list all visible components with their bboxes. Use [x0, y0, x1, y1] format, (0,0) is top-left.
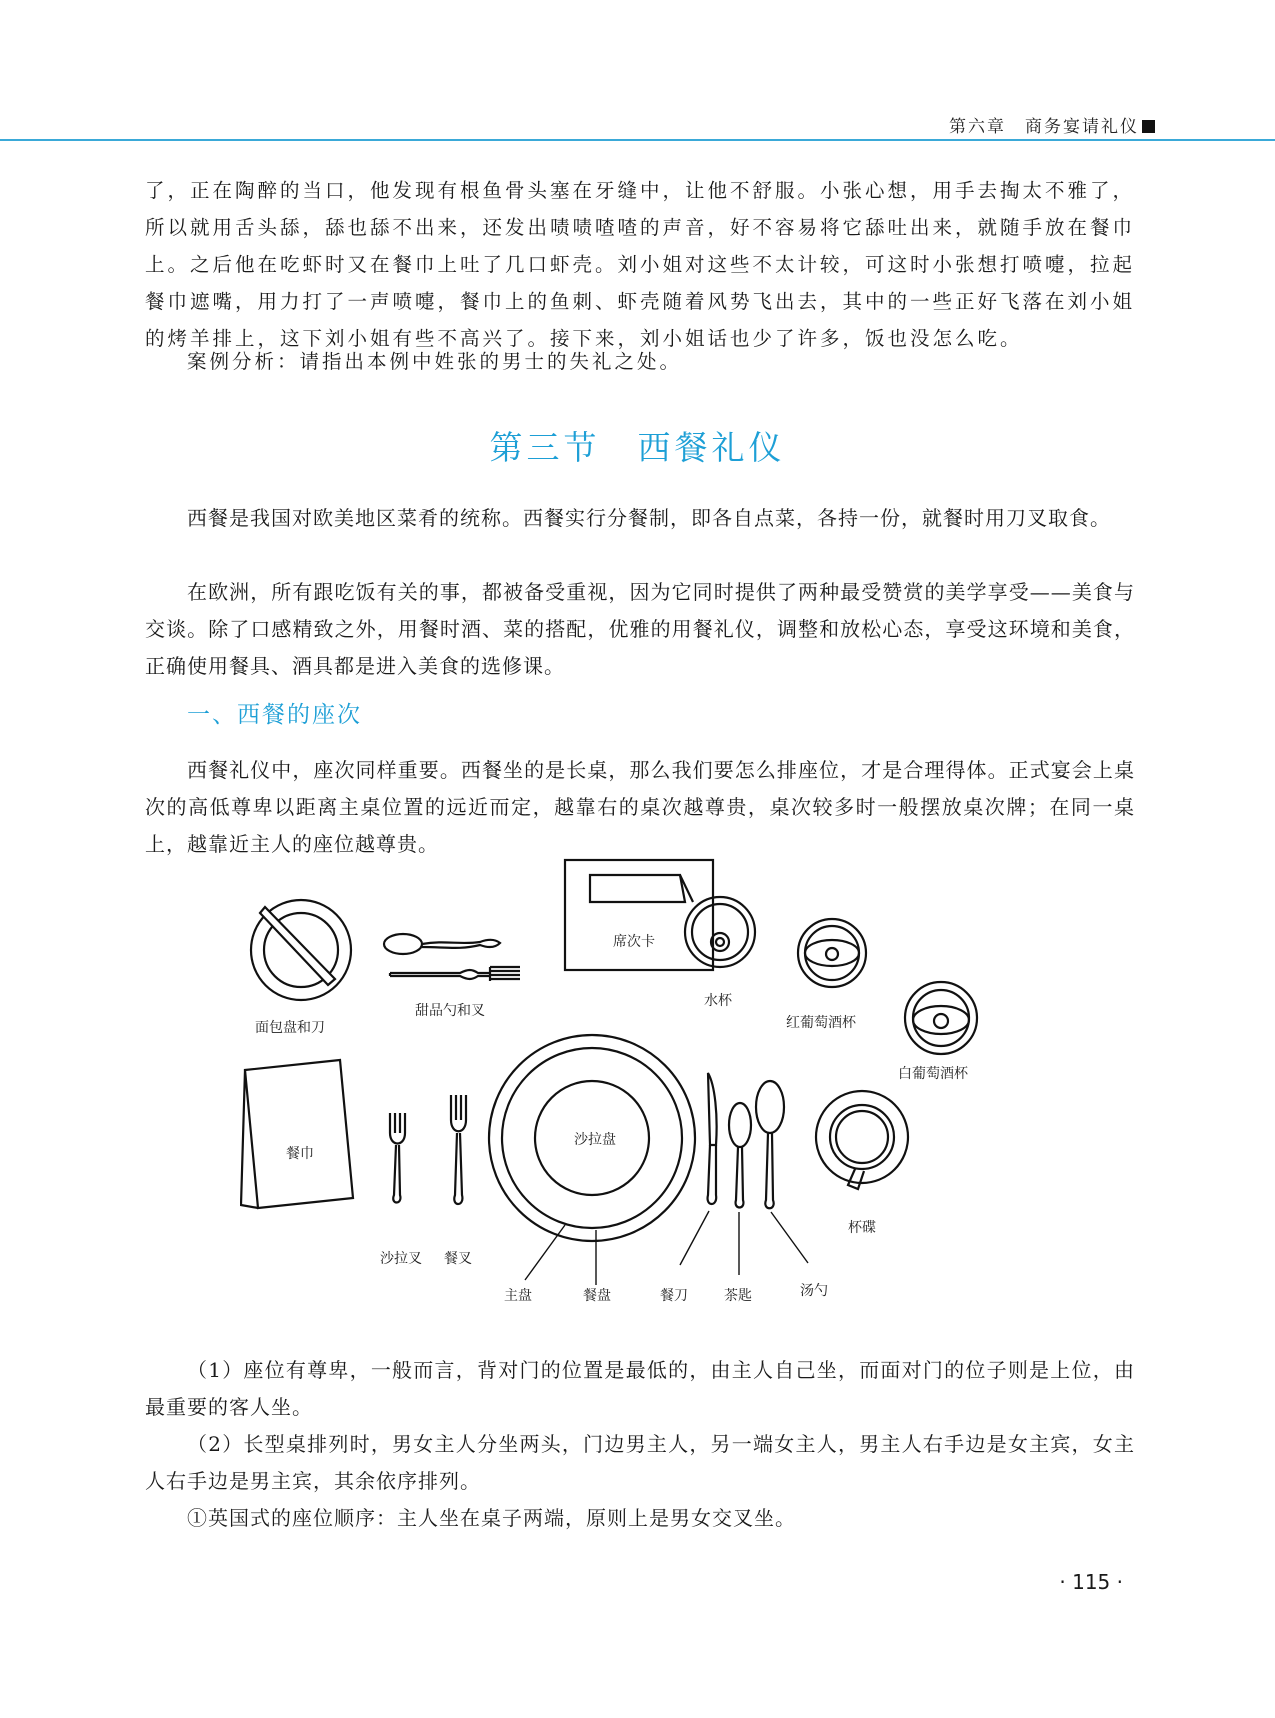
section-intro-paragraph-1: 西餐是我国对欧美地区菜肴的统称。西餐实行分餐制，即各自点菜，各持一份，就餐时用刀叉取食。	[187, 506, 1111, 530]
soup-spoon-icon	[756, 1081, 784, 1208]
case-story-paragraph: 了，正在陶醉的当口，他发现有根鱼骨头塞在牙缝中，让他不舒服。小张心想，用手去掏太不雅了，所以就用舌头舔，舔也舔不出来，还发出啧啧喳喳的声音，好不容易将它舔吐出来，就随手放在餐巾上。之后他在吃虾时又在餐巾上吐了几口虾壳。刘小姐对这些不太计较，可这时小张想打喷嚏，拉起餐巾遮嘴，用力打了一声喷嚏，餐巾上的鱼刺、虾壳随着风势飞出去，其中的一些正好飞落在刘小姐的烤羊排上，这下刘小姐有些不高兴了。接下来，刘小姐话也少了许多，饭也没怎么吃。	[145, 179, 1136, 350]
dinner-knife-icon	[708, 1073, 717, 1204]
water-glass-icon	[685, 897, 755, 967]
rule-2-sub-1: ①英国式的座位顺序：主人坐在桌子两端，原则上是男女交叉坐。	[187, 1506, 796, 1530]
dessert-cutlery-icon	[384, 934, 520, 981]
rule-2: （2）长型桌排列时，男女主人分坐两头，门边男主人，另一端女主人，男主人右手边是女主宾，女主人右手边是男主宾，其余依序排列。	[145, 1432, 1135, 1493]
salad-fork-icon	[390, 1113, 405, 1203]
label-napkin: 餐巾	[286, 1146, 314, 1162]
teaspoon-icon	[729, 1103, 751, 1208]
label-dinner-fork: 餐叉	[444, 1251, 472, 1267]
section-title: 第三节 西餐礼仪	[489, 428, 786, 467]
place-card-icon	[565, 860, 713, 970]
label-teaspoon: 茶匙	[724, 1288, 752, 1304]
label-water-glass: 水杯	[704, 993, 732, 1009]
label-charger: 主盘	[504, 1288, 532, 1304]
label-cup-saucer: 杯碟	[848, 1220, 876, 1236]
section-intro-paragraph-2: 在欧洲，所有跟吃饭有关的事，都被备受重视，因为它同时提供了两种最受赞赏的美学享受——美食与交谈。除了口感精致之外，用餐时酒、菜的搭配，优雅的用餐礼仪，调整和放松心态，享受这环境和美食，正确使用餐具、酒具都是进入美食的选修课。	[145, 580, 1135, 678]
label-dinner-plate: 餐盘	[583, 1288, 611, 1304]
subsection-intro-paragraph: 西餐礼仪中，座次同样重要。西餐坐的是长桌，那么我们要怎么排座位，才是合理得体。正式宴会上桌次的高低尊卑以距离主桌位置的远近而定，越靠右的桌次越尊贵，桌次较多时一般摆放桌次牌；在同一桌上，越靠近主人的座位越尊贵。	[145, 758, 1135, 856]
bread-plate-icon	[251, 900, 351, 1000]
header-title: 商务宴请礼仪	[1025, 117, 1139, 137]
label-salad-plate: 沙拉盘	[574, 1132, 616, 1148]
label-dinner-knife: 餐刀	[660, 1288, 688, 1304]
header-chapter: 第六章	[949, 117, 1006, 137]
label-white-wine-glass: 白葡萄酒杯	[898, 1066, 968, 1082]
napkin-icon	[241, 1060, 353, 1208]
dinner-fork-icon	[451, 1095, 466, 1204]
header-square-icon	[1142, 120, 1155, 133]
red-wine-glass-icon	[798, 919, 866, 987]
label-place-card: 席次卡	[613, 934, 655, 950]
table-setting-figure	[240, 855, 1040, 1345]
label-bread-plate: 面包盘和刀	[255, 1020, 325, 1036]
label-salad-fork: 沙拉叉	[380, 1251, 422, 1267]
white-wine-glass-icon	[905, 982, 977, 1054]
case-analysis: 案例分析：请指出本例中姓张的男士的失礼之处。	[187, 350, 683, 373]
label-soup-spoon: 汤勺	[800, 1283, 828, 1299]
label-red-wine-glass: 红葡萄酒杯	[786, 1015, 856, 1031]
header-rule	[0, 139, 1275, 141]
cup-saucer-icon	[816, 1091, 908, 1189]
page-number: · 115 ·	[1059, 1570, 1123, 1594]
subsection-title: 一、西餐的座次	[187, 702, 362, 728]
rule-1: （1）座位有尊卑，一般而言，背对门的位置是最低的，由主人自己坐，而面对门的位子则是上位，由最重要的客人坐。	[145, 1358, 1135, 1419]
running-header	[949, 112, 1155, 137]
label-dessert-cutlery: 甜品勺和叉	[415, 1003, 485, 1019]
